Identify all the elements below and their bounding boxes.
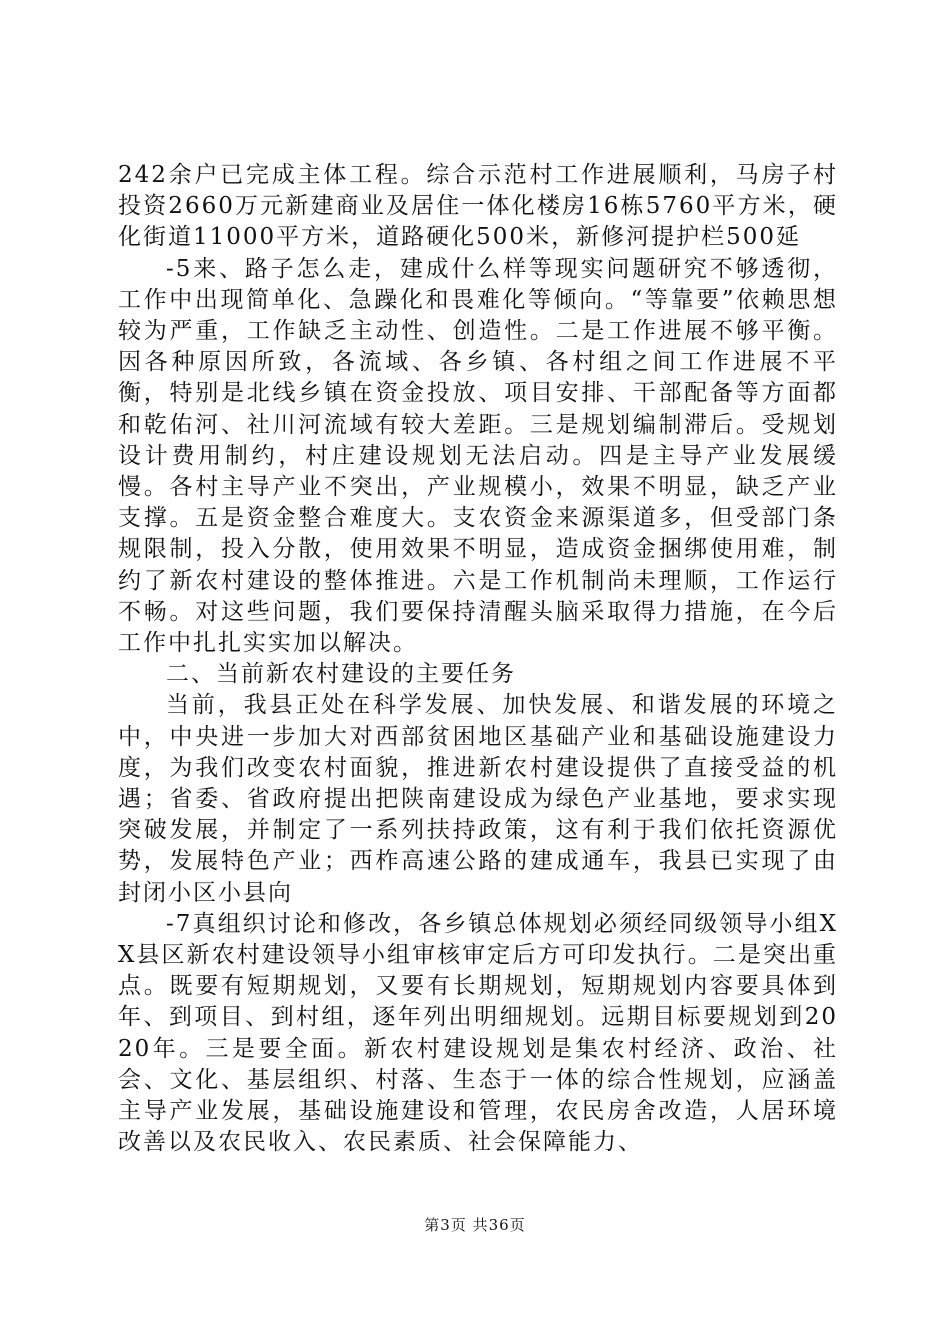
paragraph-problems: -5来、路子怎么走，建成什么样等现实问题研究不够透彻，工作中出现简单化、急躁化和畏难化等倾向。“等靠要”依赖思想较为严重，工作缺乏主动性、创造性。二是工作进展不够平衡。因各种原因所致，各流域、各乡镇、各村组之间工作进展不平衡，特别是北线乡镇在资金投放、项目安排、干部配备等方面都和乾佑河、社川河流域有较大差距。三是规划编制滞后。受规划设计费用制约，村庄建设规划无法启动。四是主导产业发展缓慢。各村主导产业不突出，产业规模小，效果不明显，缺乏产业支撑。五是资金整合难度大。支农资金来源渠道多，但受部门条规限制，投入分散，使用效果不明显，造成资金捆绑使用难，制约了新农村建设的整体推进。六是工作机制尚未理顺，工作运行不畅。对这些问题，我们要保持清醒头脑采取得力措施，在今后工作中扎扎实实加以解决。 (118, 255, 838, 657)
paragraph-planning: -7真组织讨论和修改，各乡镇总体规划必须经同级领导小组XX县区新农村建设领导小组审核审定后方可印发执行。二是突出重点。既要有短期规划，又要有长期规划，短期规划内容要具体到年、到项目、到村组，逐年列出明细规划。远期目标要规划到2020年。三是要全面。新农村建设规划是集农村经济、政治、社会、文化、基层组织、村落、生态于一体的综合性规划，应涵盖主导产业发展，基础设施建设和管理，农民房舍改造，人居环境改善以及农民收入、农民素质、社会保障能力、 (118, 910, 838, 1156)
paragraph-current-situation: 当前，我县正处在科学发展、加快发展、和谐发展的环境之中，中央进一步加大对西部贫困地区基础产业和基础设施建设力度，为我们改变农村面貌，推进新农村建设提供了直接受益的机遇；省委、省政府提出把陕南建设成为绿色产业基地，要求实现突破发展，并制定了一系列扶持政策，这有利于我们依托资源优势，发展特色产业；西柞高速公路的建成通车，我县已实现了由封闭小区小县向 (118, 692, 838, 906)
document-body (118, 160, 838, 1159)
page-number-footer: 第3页 共36页 (424, 1216, 526, 1234)
section-heading: 二、当前新农村建设的主要任务 (166, 661, 516, 688)
paragraph-continued: 242余户已完成主体工程。综合示范村工作进展顺利，马房子村投资2660万元新建商业及居住一体化楼房16栋5760平方米，硬化街道11000平方米，道路硬化500米，新修河提护栏500延 (118, 162, 838, 251)
